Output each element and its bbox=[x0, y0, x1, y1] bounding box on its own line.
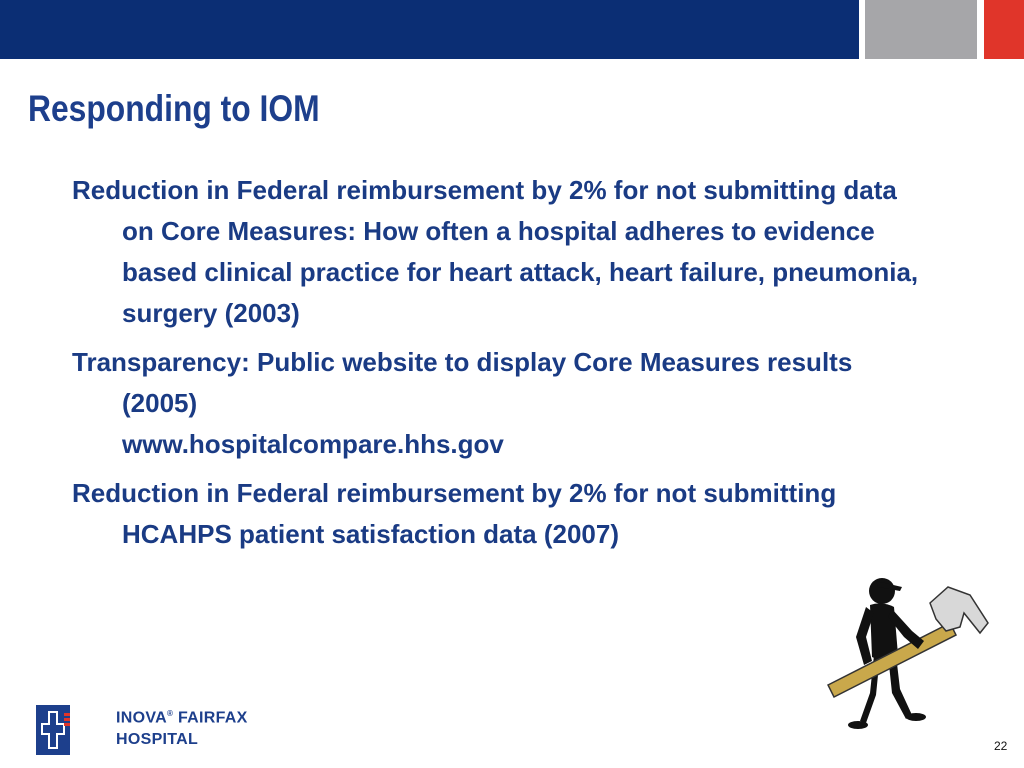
website-url[interactable]: www.hospitalcompare.hhs.gov bbox=[122, 429, 504, 459]
stick-figure-with-hammer-icon bbox=[820, 565, 1000, 735]
bullet-text: Reduction in Federal reimbursement by 2% for not submitting HCAHPS patient satisfaction data (2007) bbox=[72, 478, 837, 549]
inova-cross-logo-icon bbox=[36, 705, 70, 755]
figure-right-foot bbox=[906, 713, 926, 721]
figure-head bbox=[869, 578, 895, 604]
logo-line-2: HOSPITAL bbox=[116, 731, 199, 748]
figure-left-foot bbox=[848, 721, 868, 729]
logo-registered-mark: ® bbox=[166, 709, 174, 718]
header-grey-block bbox=[865, 0, 977, 59]
bullet-list bbox=[72, 170, 922, 563]
logo-fairfax: FAIRFAX bbox=[177, 709, 248, 727]
inova-fairfax-logo bbox=[36, 705, 246, 755]
logo-line-1 bbox=[116, 709, 248, 727]
slide-title: Responding to IOM bbox=[28, 88, 320, 129]
header-red-block bbox=[984, 0, 1024, 59]
bullet-text: Reduction in Federal reimbursement by 2% for not submitting data on Core Measures: How often a hospital adheres to evidence based clinical practice for heart attack, heart failure, pneumonia, surgery (2003) bbox=[72, 175, 919, 328]
logo-inova: INOVA bbox=[116, 709, 167, 727]
header-navy-bar bbox=[0, 0, 859, 59]
bullet-text: Transparency: Public website to display Core Measures results (2005) bbox=[72, 347, 853, 418]
bullet-item bbox=[72, 170, 922, 334]
hammer-head bbox=[930, 587, 988, 633]
page-number: 22 bbox=[994, 739, 1008, 753]
bullet-item bbox=[72, 342, 922, 465]
bullet-item bbox=[72, 473, 922, 555]
